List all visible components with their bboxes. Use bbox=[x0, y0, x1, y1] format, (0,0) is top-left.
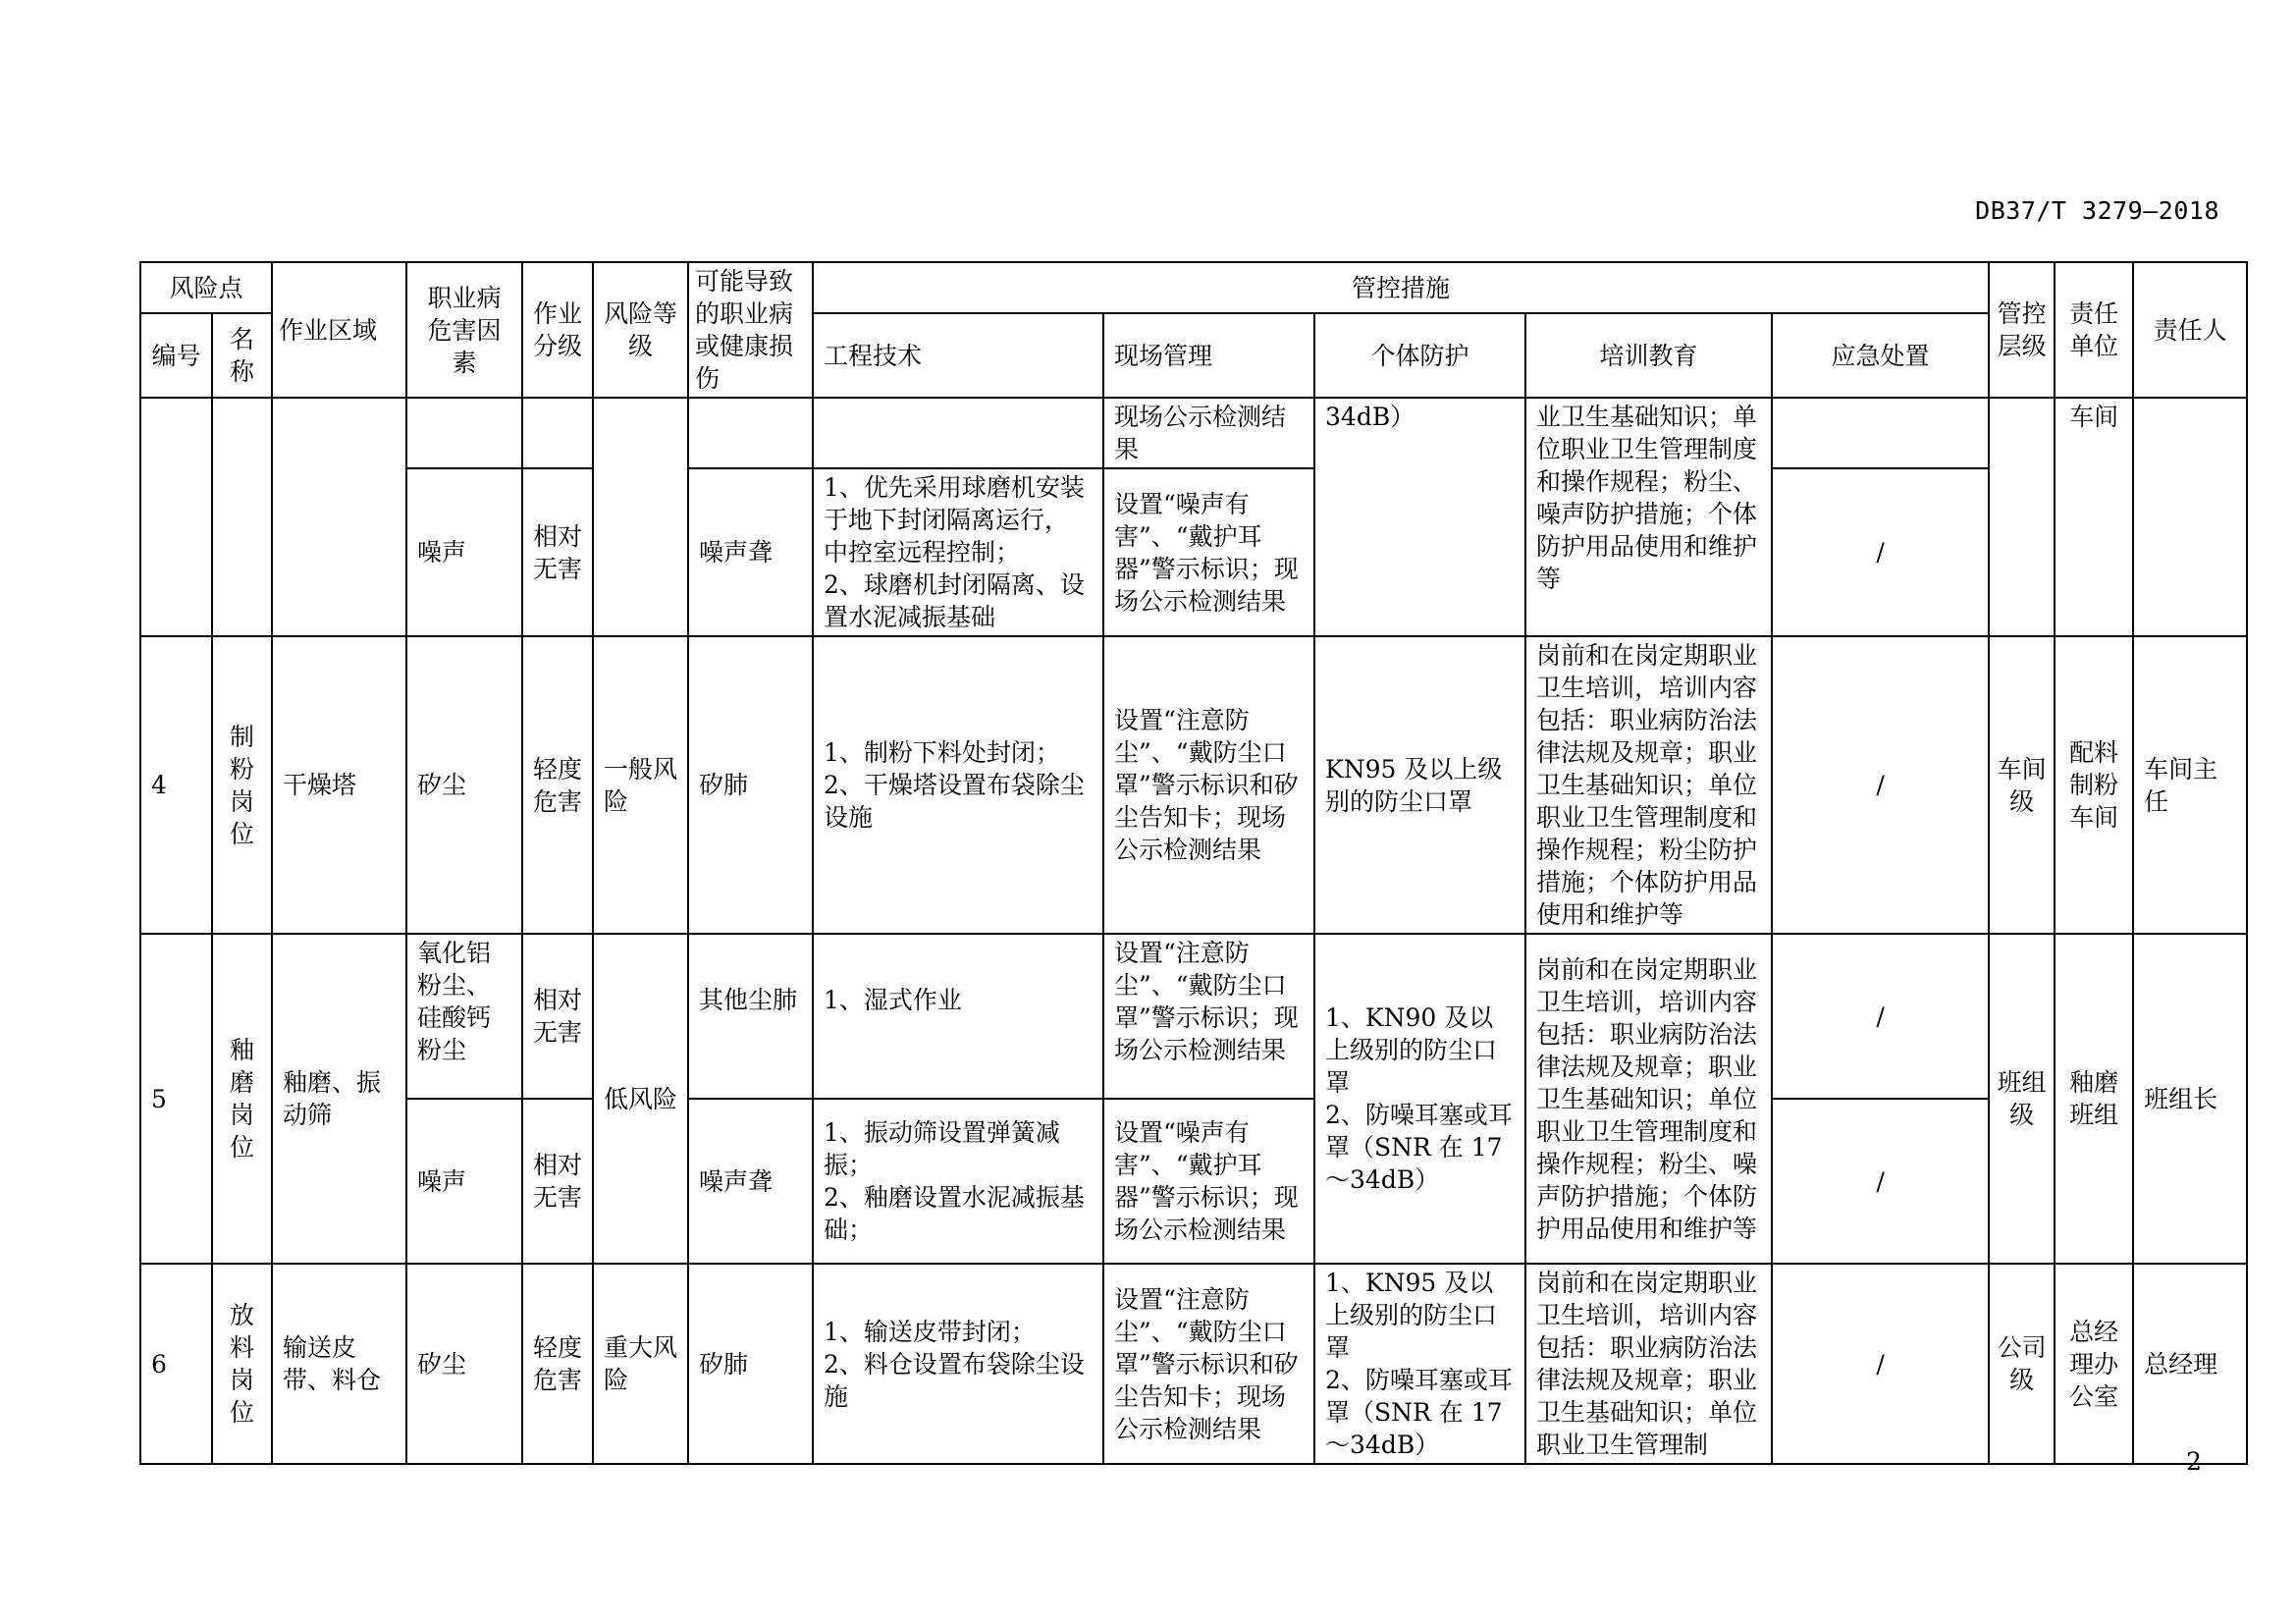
cell-grade: 相对无害 bbox=[522, 1099, 593, 1264]
standard-number: DB37/T 3279—2018 bbox=[1975, 196, 2219, 225]
cell-damage: 矽肺 bbox=[688, 636, 813, 934]
cell-emergency: / bbox=[1772, 1099, 1989, 1264]
cell-site-management: 设置“噪声有害”、“戴护耳器”警示标识；现场公示检测结果 bbox=[1103, 468, 1314, 636]
cell-risk-level bbox=[593, 398, 688, 636]
cell-number bbox=[140, 398, 212, 636]
header-site-management: 现场管理 bbox=[1103, 313, 1314, 398]
cell-name: 放料岗位 bbox=[212, 1264, 272, 1464]
cell-engineering: 1、湿式作业 bbox=[813, 934, 1103, 1099]
table-row bbox=[140, 636, 2247, 934]
header-engineering: 工程技术 bbox=[813, 313, 1103, 398]
header-ppe: 个体防护 bbox=[1314, 313, 1525, 398]
cell-person: 总经理 bbox=[2133, 1264, 2247, 1464]
header-work-grade: 作业分级 bbox=[522, 262, 593, 398]
header-control-measures: 管控措施 bbox=[813, 262, 1989, 313]
cell-grade: 相对无害 bbox=[522, 468, 593, 636]
cell-unit: 车间 bbox=[2055, 398, 2133, 636]
table-row bbox=[140, 468, 2247, 636]
cell-emergency: / bbox=[1772, 636, 1989, 934]
cell-name: 制粉岗位 bbox=[212, 636, 272, 934]
cell-training: 业卫生基础知识；单位职业卫生管理制度和操作规程；粉尘、噪声防护措施；个体防护用品使用和维护等 bbox=[1525, 398, 1772, 636]
cell-engineering: 1、振动筛设置弹簧减振； 2、釉磨设置水泥减振基础； bbox=[813, 1099, 1103, 1264]
table-row bbox=[140, 1099, 2247, 1264]
cell-hazard: 噪声 bbox=[406, 1099, 522, 1264]
cell-area: 输送皮带、料仓 bbox=[272, 1264, 406, 1464]
header-emergency: 应急处置 bbox=[1772, 313, 1989, 398]
table-header-row bbox=[140, 262, 2247, 313]
cell-name: 釉磨岗位 bbox=[212, 934, 272, 1264]
cell-ppe: 1、KN90 及以上级别的防尘口罩 2、防噪耳塞或耳罩（SNR 在 17～34dB） bbox=[1314, 934, 1525, 1264]
cell-control-level: 车间级 bbox=[1989, 636, 2055, 934]
cell-damage bbox=[688, 398, 813, 468]
header-risk-level: 风险等级 bbox=[593, 262, 688, 398]
cell-hazard bbox=[406, 398, 522, 468]
cell-person: 车间主任 bbox=[2133, 636, 2247, 934]
header-name: 名称 bbox=[212, 313, 272, 398]
cell-damage: 噪声聋 bbox=[688, 468, 813, 636]
cell-engineering: 1、输送皮带封闭； 2、料仓设置布袋除尘设施 bbox=[813, 1264, 1103, 1464]
cell-person bbox=[2133, 398, 2247, 636]
cell-training: 岗前和在岗定期职业卫生培训，培训内容包括：职业病防治法律法规及规章；职业卫生基础知识；单位职业卫生管理制度和操作规程；粉尘防护措施；个体防护用品使用和维护等 bbox=[1525, 636, 1772, 934]
cell-risk-level: 重大风险 bbox=[593, 1264, 688, 1464]
cell-ppe: KN95 及以上级别的防尘口罩 bbox=[1314, 636, 1525, 934]
table-row bbox=[140, 398, 2247, 468]
cell-emergency: / bbox=[1772, 468, 1989, 636]
cell-training: 岗前和在岗定期职业卫生培训，培训内容包括：职业病防治法律法规及规章；职业卫生基础知识；单位职业卫生管理制 bbox=[1525, 1264, 1772, 1464]
cell-site-management: 设置“注意防尘”、“戴防尘口罩”警示标识和矽尘告知卡；现场公示检测结果 bbox=[1103, 1264, 1314, 1464]
cell-control-level: 公司级 bbox=[1989, 1264, 2055, 1464]
header-responsible-unit: 责任单位 bbox=[2055, 262, 2133, 398]
cell-area: 干燥塔 bbox=[272, 636, 406, 934]
cell-grade: 相对无害 bbox=[522, 934, 593, 1099]
cell-name bbox=[212, 398, 272, 636]
cell-area bbox=[272, 398, 406, 636]
cell-site-management: 设置“噪声有害”、“戴护耳器”警示标识；现场公示检测结果 bbox=[1103, 1099, 1314, 1264]
header-training: 培训教育 bbox=[1525, 313, 1772, 398]
cell-number: 6 bbox=[140, 1264, 212, 1464]
cell-grade: 轻度危害 bbox=[522, 636, 593, 934]
cell-site-management: 设置“注意防尘”、“戴防尘口罩”警示标识和矽尘告知卡；现场公示检测结果 bbox=[1103, 636, 1314, 934]
cell-hazard: 矽尘 bbox=[406, 1264, 522, 1464]
cell-hazard: 矽尘 bbox=[406, 636, 522, 934]
header-risk-point: 风险点 bbox=[140, 262, 272, 313]
cell-engineering: 1、制粉下料处封闭； 2、干燥塔设置布袋除尘设施 bbox=[813, 636, 1103, 934]
cell-unit: 总经理办公室 bbox=[2055, 1264, 2133, 1464]
cell-unit: 釉磨班组 bbox=[2055, 934, 2133, 1264]
cell-risk-level: 低风险 bbox=[593, 934, 688, 1264]
cell-hazard: 氧化铝粉尘、硅酸钙粉尘 bbox=[406, 934, 522, 1099]
cell-number: 4 bbox=[140, 636, 212, 934]
cell-damage: 噪声聋 bbox=[688, 1099, 813, 1264]
cell-engineering bbox=[813, 398, 1103, 468]
cell-damage: 矽肺 bbox=[688, 1264, 813, 1464]
cell-site-management: 现场公示检测结果 bbox=[1103, 398, 1314, 468]
header-health-damage: 可能导致的职业病或健康损伤 bbox=[688, 262, 813, 398]
header-responsible-person: 责任人 bbox=[2133, 262, 2247, 398]
cell-emergency bbox=[1772, 398, 1989, 468]
cell-engineering: 1、优先采用球磨机安装于地下封闭隔离运行，中控室远程控制； 2、球磨机封闭隔离、设置水泥减振基础 bbox=[813, 468, 1103, 636]
cell-grade: 轻度危害 bbox=[522, 1264, 593, 1464]
cell-ppe: 34dB） bbox=[1314, 398, 1525, 636]
cell-area: 釉磨、振动筛 bbox=[272, 934, 406, 1264]
cell-number: 5 bbox=[140, 934, 212, 1264]
page-number: 2 bbox=[2186, 1447, 2202, 1476]
header-number: 编号 bbox=[140, 313, 212, 398]
header-hazard-factor: 职业病危害因素 bbox=[406, 262, 522, 398]
table-row bbox=[140, 1264, 2247, 1464]
cell-site-management: 设置“注意防尘”、“戴防尘口罩”警示标识；现场公示检测结果 bbox=[1103, 934, 1314, 1099]
cell-control-level: 班组级 bbox=[1989, 934, 2055, 1264]
cell-damage: 其他尘肺 bbox=[688, 934, 813, 1099]
risk-control-table bbox=[139, 261, 2248, 1465]
cell-grade bbox=[522, 398, 593, 468]
cell-training: 岗前和在岗定期职业卫生培训，培训内容包括：职业病防治法律法规及规章；职业卫生基础知识；单位职业卫生管理制度和操作规程；粉尘、噪声防护措施；个体防护用品使用和维护等 bbox=[1525, 934, 1772, 1264]
cell-emergency: / bbox=[1772, 934, 1989, 1099]
cell-risk-level: 一般风险 bbox=[593, 636, 688, 934]
cell-emergency: / bbox=[1772, 1264, 1989, 1464]
table-row bbox=[140, 934, 2247, 1099]
cell-control-level bbox=[1989, 398, 2055, 636]
header-work-area: 作业区域 bbox=[272, 262, 406, 398]
cell-unit: 配料制粉车间 bbox=[2055, 636, 2133, 934]
cell-hazard: 噪声 bbox=[406, 468, 522, 636]
cell-person: 班组长 bbox=[2133, 934, 2247, 1264]
cell-ppe: 1、KN95 及以上级别的防尘口罩 2、防噪耳塞或耳罩（SNR 在 17～34dB） bbox=[1314, 1264, 1525, 1464]
header-control-level: 管控层级 bbox=[1989, 262, 2055, 398]
